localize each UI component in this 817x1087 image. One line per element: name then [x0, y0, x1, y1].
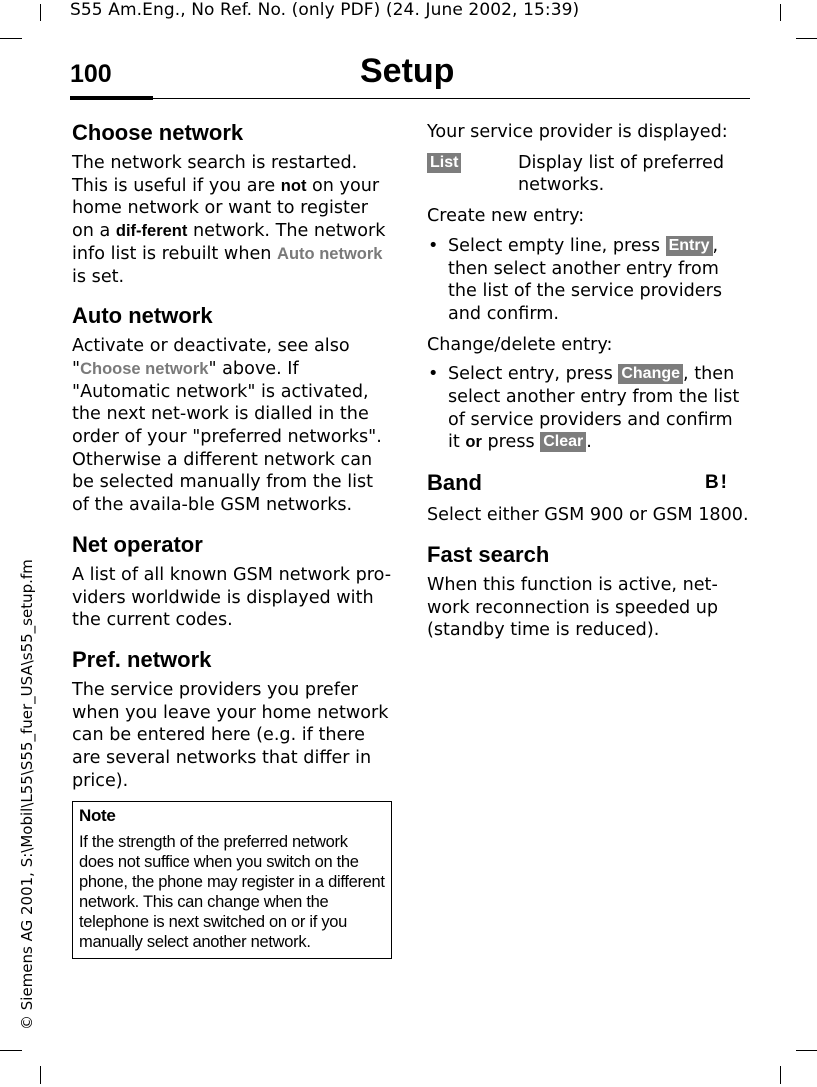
heading-net-operator: Net operator: [72, 531, 203, 557]
clear-softkey[interactable]: Clear: [540, 432, 586, 452]
note-box: [72, 801, 392, 959]
network-dependent-icon: Β!: [704, 472, 729, 494]
document-meta: S55 Am.Eng., No Ref. No. (only PDF) (24. June 2002, 15:39): [70, 0, 580, 20]
copyright-sidebar: © Siemens AG 2001, S:\Mobil\L55\S55_fuer_USA\s55_setup.fm: [18, 559, 36, 1030]
crop-mark: [40, 1066, 41, 1084]
heading-pref-network: Pref. network: [72, 646, 212, 672]
change-softkey[interactable]: Change: [618, 364, 683, 384]
change-entry-step: • Select entry, press Change , then select another entry from the list of service providers and confirm it or press Clear .: [427, 363, 749, 454]
choose-network-text: The network search is restarted. This is useful if you are not on your home network or want to register on a dif-ferent network. The network info list is rebuilt when Auto network is set.: [72, 153, 386, 287]
band-text: Select either GSM 900 or GSM 1800.: [427, 505, 749, 526]
note-text: If the strength of the preferred network does not suffice when you switch on the phone, the phone may register in a different network. This can change when the telephone is next switched on or if you manually select another network.: [79, 833, 385, 952]
create-entry-label: Create new entry:: [427, 206, 585, 227]
auto-network-text: Activate or deactivate, see also "Choose network" above. If "Automatic network" is activated, the next net-work is dialled in the order of your "preferred networks". Otherwise a different network can be selected manually from the list of the availa-ble GSM networks.: [72, 336, 382, 516]
menu-ref-auto-network: Auto network: [277, 244, 383, 263]
header-rule-accent: [70, 96, 153, 100]
fast-search-text: When this function is active, net-work reconnection is speeded up (standby time is reduced).: [427, 574, 719, 641]
heading-choose-network: Choose network: [72, 120, 244, 145]
crop-mark: [0, 38, 22, 39]
create-entry-step: • Select empty line, press Entry , then select another entry from the list of the service providers and confirm.: [427, 235, 749, 326]
provider-intro: Your service provider is displayed:: [427, 122, 728, 142]
pref-network-text: The service providers you prefer when you leave your home network can be entered here (e.g. if there are several networks that differ in price).: [72, 679, 389, 791]
header-rule: [70, 98, 750, 99]
entry-softkey[interactable]: Entry: [666, 236, 713, 256]
crop-mark: [796, 1050, 817, 1051]
menu-ref-choose-network: Choose network: [80, 359, 209, 378]
crop-mark: [796, 38, 817, 39]
net-operator-text: A list of all known GSM network pro-viders worldwide is displayed with the current codes.: [72, 564, 392, 631]
heading-fast-search: Fast search: [427, 541, 550, 567]
page-title: Setup: [360, 52, 455, 90]
right-column: [427, 121, 749, 642]
heading-band: Band Β!: [427, 470, 729, 496]
change-entry-label: Change/delete entry:: [427, 334, 613, 355]
crop-mark: [780, 1066, 781, 1084]
left-column: [72, 120, 392, 959]
list-key-row: [427, 152, 749, 197]
list-key-description: Display list of preferred networks.: [518, 152, 725, 196]
crop-mark: [40, 4, 41, 21]
crop-mark: [0, 1050, 22, 1051]
crop-mark: [780, 4, 781, 21]
page-number: 100: [70, 60, 112, 88]
heading-auto-network: Auto network: [72, 303, 213, 329]
list-softkey[interactable]: List: [427, 153, 461, 173]
note-title: Note: [79, 806, 116, 826]
